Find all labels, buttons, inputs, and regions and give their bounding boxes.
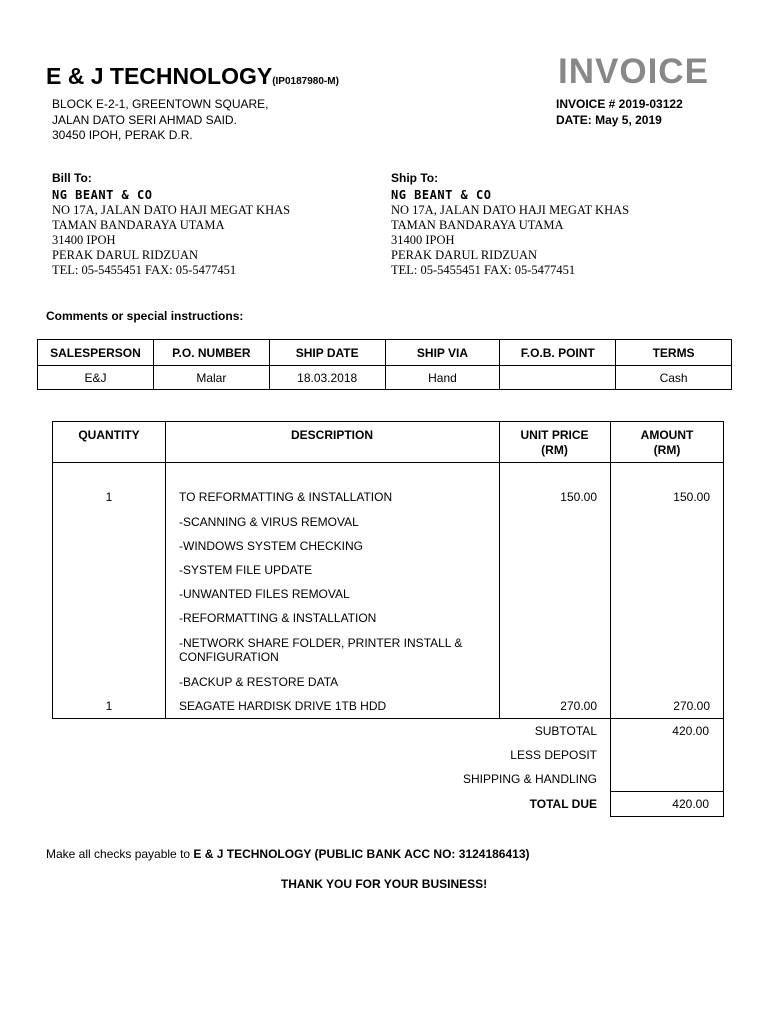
order-info-header-row bbox=[38, 340, 732, 366]
item-description: -REFORMATTING & INSTALLATION bbox=[179, 611, 377, 625]
item-description: -BACKUP & RESTORE DATA bbox=[179, 675, 339, 689]
invoice-heading: INVOICE bbox=[558, 52, 709, 91]
thank-you-note: THANK YOU FOR YOUR BUSINESS! bbox=[280, 877, 488, 891]
bill-to-line: 31400 IPOH bbox=[52, 233, 116, 247]
company-registration: (IP0187980-M) bbox=[272, 76, 339, 87]
deposit-label: LESS DEPOSIT bbox=[510, 748, 597, 762]
bill-to-label: Bill To: bbox=[52, 171, 92, 185]
ship-to-label: Ship To: bbox=[391, 171, 439, 185]
ship-to-line: NO 17A, JALAN DATO HAJI MEGAT KHAS bbox=[391, 203, 630, 217]
bill-to-line: NO 17A, JALAN DATO HAJI MEGAT KHAS bbox=[52, 203, 291, 217]
invoice-number: INVOICE # 2019-03122 bbox=[556, 97, 683, 111]
item-amount: 270.00 bbox=[673, 699, 710, 713]
shipping-label: SHIPPING & HANDLING bbox=[462, 772, 597, 786]
po-number-value: Malar bbox=[153, 366, 269, 390]
header-quantity: QUANTITY bbox=[78, 428, 140, 442]
ship-to-block bbox=[391, 171, 629, 278]
checks-prefix: Make all checks payable to bbox=[46, 847, 194, 861]
comments-label: Comments or special instructions: bbox=[46, 309, 244, 323]
ship-date-value: 18.03.2018 bbox=[269, 366, 385, 390]
bill-to-line: TAMAN BANDARAYA UTAMA bbox=[52, 218, 225, 232]
checks-payable-note bbox=[46, 847, 530, 861]
bill-to-block bbox=[52, 171, 290, 278]
address-line: BLOCK E-2-1, GREENTOWN SQUARE, bbox=[52, 97, 269, 111]
order-info-value-row bbox=[38, 366, 732, 390]
salesperson-value: E&J bbox=[38, 366, 154, 390]
item-description: -SYSTEM FILE UPDATE bbox=[179, 563, 313, 577]
ship-to-line: PERAK DARUL RIDZUAN bbox=[391, 248, 538, 262]
bill-to-line: TEL: 05-5455451 FAX: 05-5477451 bbox=[52, 263, 237, 277]
item-description: SEAGATE HARDISK DRIVE 1TB HDD bbox=[179, 699, 387, 713]
ship-to-line: 31400 IPOH bbox=[391, 233, 455, 247]
header-description: DESCRIPTION bbox=[290, 428, 373, 442]
header-ship-date: SHIP DATE bbox=[269, 340, 385, 366]
terms-value: Cash bbox=[616, 366, 732, 390]
column-divider bbox=[499, 422, 500, 718]
address-line: JALAN DATO SERI AHMAD SAID. bbox=[52, 112, 237, 127]
item-unit-price: 150.00 bbox=[560, 490, 597, 504]
invoice-date: DATE: May 5, 2019 bbox=[556, 112, 662, 127]
address-line: 30450 IPOH, PERAK D.R. bbox=[52, 128, 193, 142]
header-terms: TERMS bbox=[616, 340, 732, 366]
header-amount: AMOUNT (RM) bbox=[640, 428, 694, 457]
ship-to-line: TAMAN BANDARAYA UTAMA bbox=[391, 218, 564, 232]
order-info-table bbox=[37, 339, 732, 390]
ship-to-line: TEL: 05-5455451 FAX: 05-5477451 bbox=[391, 263, 576, 277]
header-unit-price: UNIT PRICE (RM) bbox=[520, 428, 589, 457]
header-divider bbox=[53, 462, 723, 463]
checks-payee: E & J TECHNOLOGY (PUBLIC BANK ACC NO: 3124186413) bbox=[193, 847, 530, 861]
ship-to-name: NG BEANT & CO bbox=[391, 188, 492, 202]
total-due-label: TOTAL DUE bbox=[529, 797, 597, 811]
item-description: TO REFORMATTING & INSTALLATION bbox=[179, 490, 393, 504]
header-salesperson: SALESPERSON bbox=[38, 340, 154, 366]
company-name-text: E & J TECHNOLOGY bbox=[46, 63, 273, 89]
column-divider bbox=[165, 422, 166, 718]
header-fob-point: F.O.B. POINT bbox=[500, 340, 616, 366]
item-description: -WINDOWS SYSTEM CHECKING bbox=[179, 539, 364, 553]
line-items-table bbox=[52, 421, 724, 719]
invoice-meta bbox=[556, 97, 683, 128]
item-quantity: 1 bbox=[105, 699, 113, 713]
subtotal-value: 420.00 bbox=[672, 724, 709, 738]
item-quantity: 1 bbox=[105, 490, 113, 504]
item-description: -NETWORK SHARE FOLDER, PRINTER INSTALL & CONFIGURATION bbox=[179, 636, 463, 664]
item-description: -SCANNING & VIRUS REMOVAL bbox=[179, 515, 359, 529]
item-unit-price: 270.00 bbox=[560, 699, 597, 713]
header-po-number: P.O. NUMBER bbox=[153, 340, 269, 366]
ship-via-value: Hand bbox=[385, 366, 500, 390]
item-description: -UNWANTED FILES REMOVAL bbox=[179, 587, 350, 601]
column-divider bbox=[610, 422, 611, 718]
item-amount: 150.00 bbox=[673, 490, 710, 504]
fob-point-value bbox=[500, 366, 616, 390]
header-ship-via: SHIP VIA bbox=[385, 340, 500, 366]
subtotal-label: SUBTOTAL bbox=[534, 724, 597, 738]
bill-to-line: PERAK DARUL RIDZUAN bbox=[52, 248, 199, 262]
company-name bbox=[46, 63, 339, 90]
company-address bbox=[52, 97, 269, 144]
bill-to-name: NG BEANT & CO bbox=[52, 188, 153, 202]
total-due-value: 420.00 bbox=[672, 797, 709, 811]
